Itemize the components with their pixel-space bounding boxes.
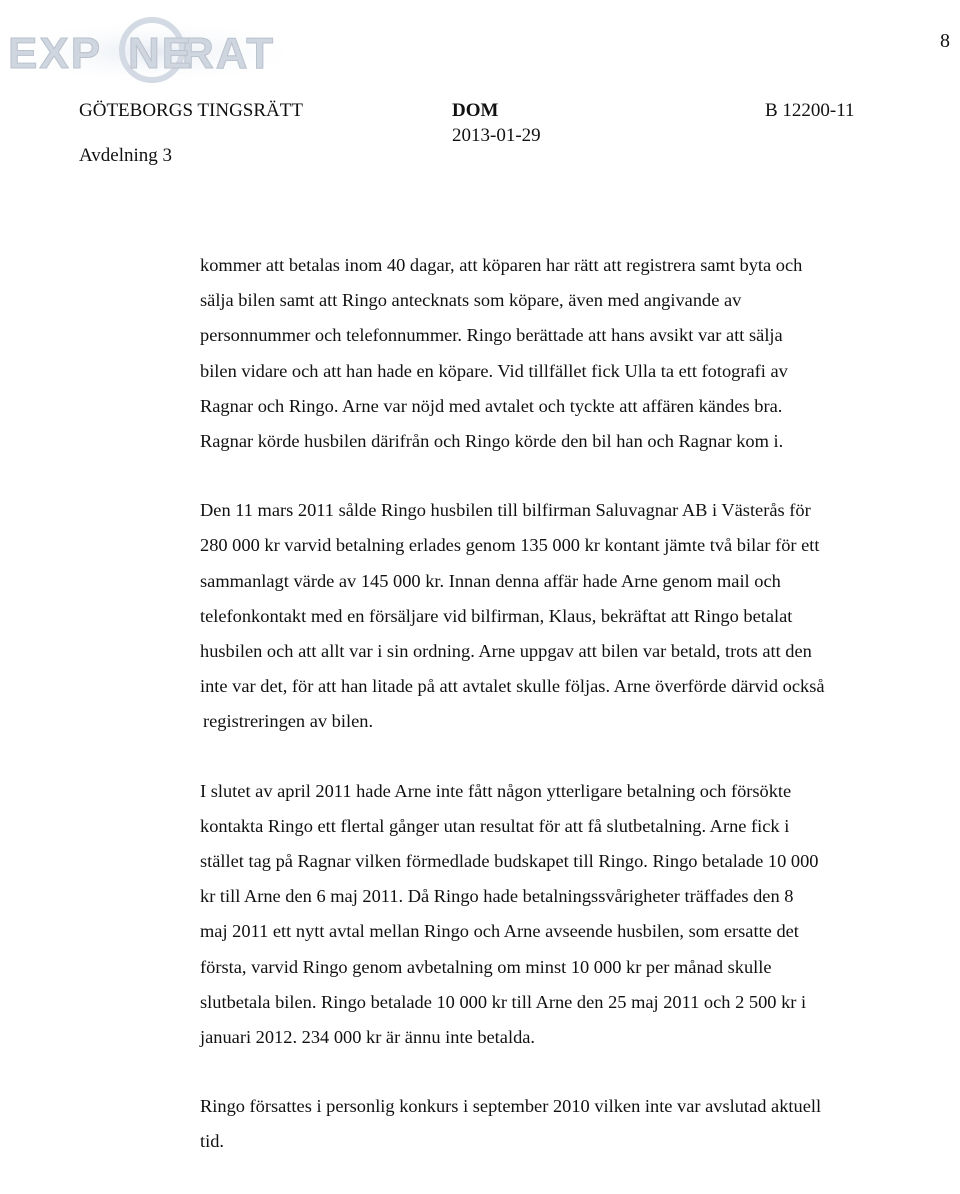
text-line: slutbetala bilen. Ringo betalade 10 000 kr till Arne den 25 maj 2011 och 2 500 kr i	[200, 991, 807, 1012]
text-line: registreringen av bilen.	[203, 711, 374, 732]
case-number: B 12200-11	[765, 100, 855, 121]
text-line: kr till Arne den 6 maj 2011. Då Ringo hade betalningssvårigheter träffades den 8	[200, 886, 794, 907]
page-number: 8	[940, 30, 950, 52]
text-line: kontakta Ringo ett flertal gånger utan resultat för att få slutbetalning. Arne fick i	[200, 815, 790, 836]
text-line: husbilen och att allt var i sin ordning. Arne uppgav att bilen var betald, trots att den	[200, 641, 812, 662]
department: Avdelning 3	[79, 145, 173, 166]
text-line: inte var det, för att han litade på att avtalet skulle följas. Arne överförde därvid också	[200, 676, 825, 697]
exponerat-logo-icon	[0, 10, 310, 90]
paragraph	[200, 1089, 900, 1159]
text-line: Ringo försattes i personlig konkurs i september 2010 vilken inte var avslutad aktuell	[200, 1096, 822, 1117]
text-line: 280 000 kr varvid betalning erlades genom 135 000 kr kontant jämte två bilar för ett	[200, 535, 820, 556]
paragraph	[200, 774, 900, 1056]
text-line: telefonkontakt med en försäljare vid bilfirman, Klaus, bekräftat att Ringo betalat	[200, 605, 793, 626]
paragraph	[200, 248, 900, 459]
text-line: kommer att betalas inom 40 dagar, att köparen har rätt att registrera samt byta och	[200, 255, 803, 275]
text-line: sälja bilen samt att Ringo antecknats som köpare, även med angivande av	[200, 290, 742, 311]
text-line: stället tag på Ragnar vilken förmedlade budskapet till Ringo. Ringo betalade 10 000	[200, 851, 819, 872]
text-line: Ragnar körde husbilen därifrån och Ringo körde den bil han och Ragnar kom i.	[200, 431, 784, 452]
document-body	[200, 248, 900, 1194]
text-line: januari 2012. 234 000 kr är ännu inte betalda.	[200, 1027, 536, 1048]
text-line: personnummer och telefonnummer. Ringo berättade att hans avsikt var att sälja	[200, 325, 783, 346]
text-line: sammanlagt värde av 145 000 kr. Innan denna affär hade Arne genom mail och	[200, 570, 781, 591]
text-line: I slutet av april 2011 hade Arne inte fått någon ytterligare betalning och försökte	[200, 780, 792, 801]
text-line: Ragnar och Ringo. Arne var nöjd med avtalet och tyckte att affären kändes bra.	[200, 395, 783, 416]
svg-text:EXP: EXP	[8, 29, 103, 78]
paragraph	[200, 493, 900, 739]
text-line: bilen vidare och att han hade en köpare. Vid tillfället fick Ulla ta ett fotografi av	[200, 360, 788, 381]
court-name: GÖTEBORGS TINGSRÄTT	[79, 100, 303, 121]
document-type: DOM	[452, 100, 499, 121]
watermark-logo	[0, 10, 310, 90]
text-line: tid.	[200, 1131, 225, 1152]
document-date: 2013-01-29	[452, 125, 541, 146]
svg-text:NE: NE	[128, 29, 194, 78]
text-line: Den 11 mars 2011 sålde Ringo husbilen till bilfirman Saluvagnar AB i Västerås för	[200, 500, 811, 521]
text-line: maj 2011 ett nytt avtal mellan Ringo och Arne avseende husbilen, som ersatte det	[200, 921, 799, 942]
text-line: första, varvid Ringo genom avbetalning om minst 10 000 kr per månad skulle	[200, 956, 772, 977]
svg-text:RAT: RAT	[182, 29, 276, 78]
